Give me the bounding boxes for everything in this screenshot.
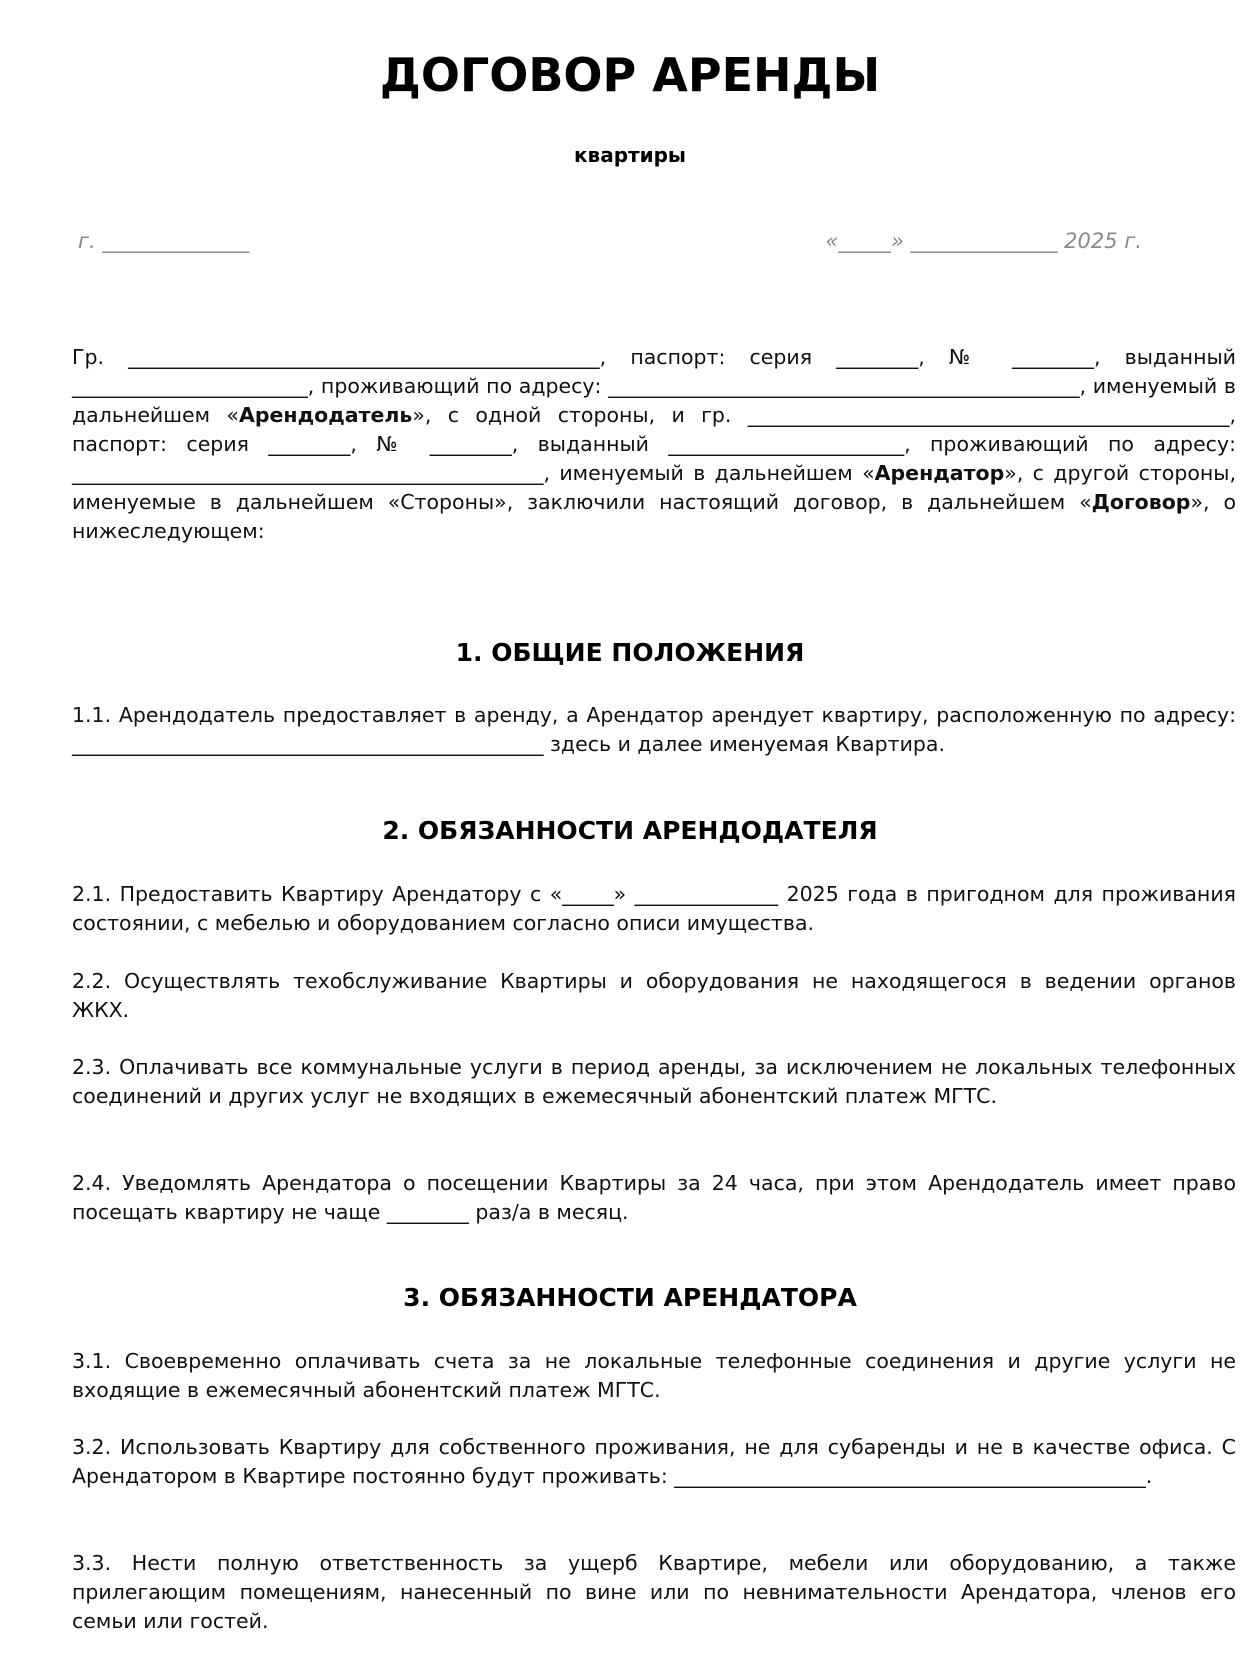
landlord-term: Арендодатель	[238, 403, 413, 427]
section-heading-general: 1. ОБЩИЕ ПОЛОЖЕНИЯ	[455, 638, 805, 667]
clause-3-2: 3.2. Использовать Квартиру для собственного проживания, не для субаренды и не в качестве офиса. С Арендатором в Квартире постоянно будут проживать: ______________________________________________.	[72, 1435, 1236, 1488]
intro-text-4: », о нижеследующем:	[72, 490, 1236, 543]
intro-text-1: Гр. ______________________________________________, паспорт: серия ________, № ________, выданный _______________________, проживающий по адресу: ______________________________________________, именуемый в дальнейшем «	[72, 345, 1236, 427]
document-subtitle: квартиры	[573, 143, 687, 167]
clause-2-3: 2.3. Оплачивать все коммунальные услуги в период аренды, за исключением не локальных телефонных соединений и других услуг не входящих в ежемесячный абонентский платеж МГТС.	[72, 1055, 1236, 1108]
section-heading-tenant-duties: 3. ОБЯЗАННОСТИ АРЕНДАТОРА	[403, 1283, 857, 1312]
clause-2-1: 2.1. Предоставить Квартиру Арендатору с «_____» ______________ 2025 года в пригодном для проживания состоянии, с мебелью и оборудованием согласно описи имущества.	[72, 882, 1236, 935]
intro-text-3: », с другой стороны, именуемые в дальнейшем «Стороны», заключили настоящий договор, в дальнейшем «	[72, 461, 1237, 514]
date-placeholder: «_____» ______________ 2025 г.	[825, 229, 1142, 253]
document-title: ДОГОВОР АРЕНДЫ	[379, 48, 881, 102]
clause-2-2: 2.2. Осуществлять техобслуживание Квартиры и оборудования не находящегося в ведении органов ЖКХ.	[72, 969, 1236, 1022]
clause-3-3: 3.3. Нести полную ответственность за ущерб Квартире, мебели или оборудованию, а также прилегающим помещениям, нанесенный по вине или по невнимательности Арендатора, членов его семьи или гостей.	[72, 1551, 1236, 1633]
contract-term: Договор	[1091, 490, 1191, 514]
parties-intro	[72, 343, 1236, 546]
intro-text-2: », с одной стороны, и гр. _______________________________________________, паспорт: серия ________, № ________, выданный _______________________, проживающий по адресу: ______________________________________________, именуемый в дальнейшем «	[72, 403, 1237, 485]
clause-3-1: 3.1. Своевременно оплачивать счета за не локальные телефонные соединения и другие услуги не входящие в ежемесячный абонентский платеж МГТС.	[72, 1349, 1236, 1402]
clause-1-1: 1.1. Арендодатель предоставляет в аренду, а Арендатор арендует квартиру, расположенную по адресу: ______________________________________________ здесь и далее именуемая Квартира.	[72, 703, 1236, 756]
section-heading-landlord-duties: 2. ОБЯЗАННОСТИ АРЕНДОДАТЕЛЯ	[382, 816, 878, 845]
tenant-term: Арендатор	[874, 461, 1005, 485]
clause-2-4: 2.4. Уведомлять Арендатора о посещении Квартиры за 24 часа, при этом Арендодатель имеет право посещать квартиру не чаще ________ раз/а в месяц.	[72, 1171, 1236, 1224]
city-placeholder: г. ______________	[78, 229, 250, 253]
